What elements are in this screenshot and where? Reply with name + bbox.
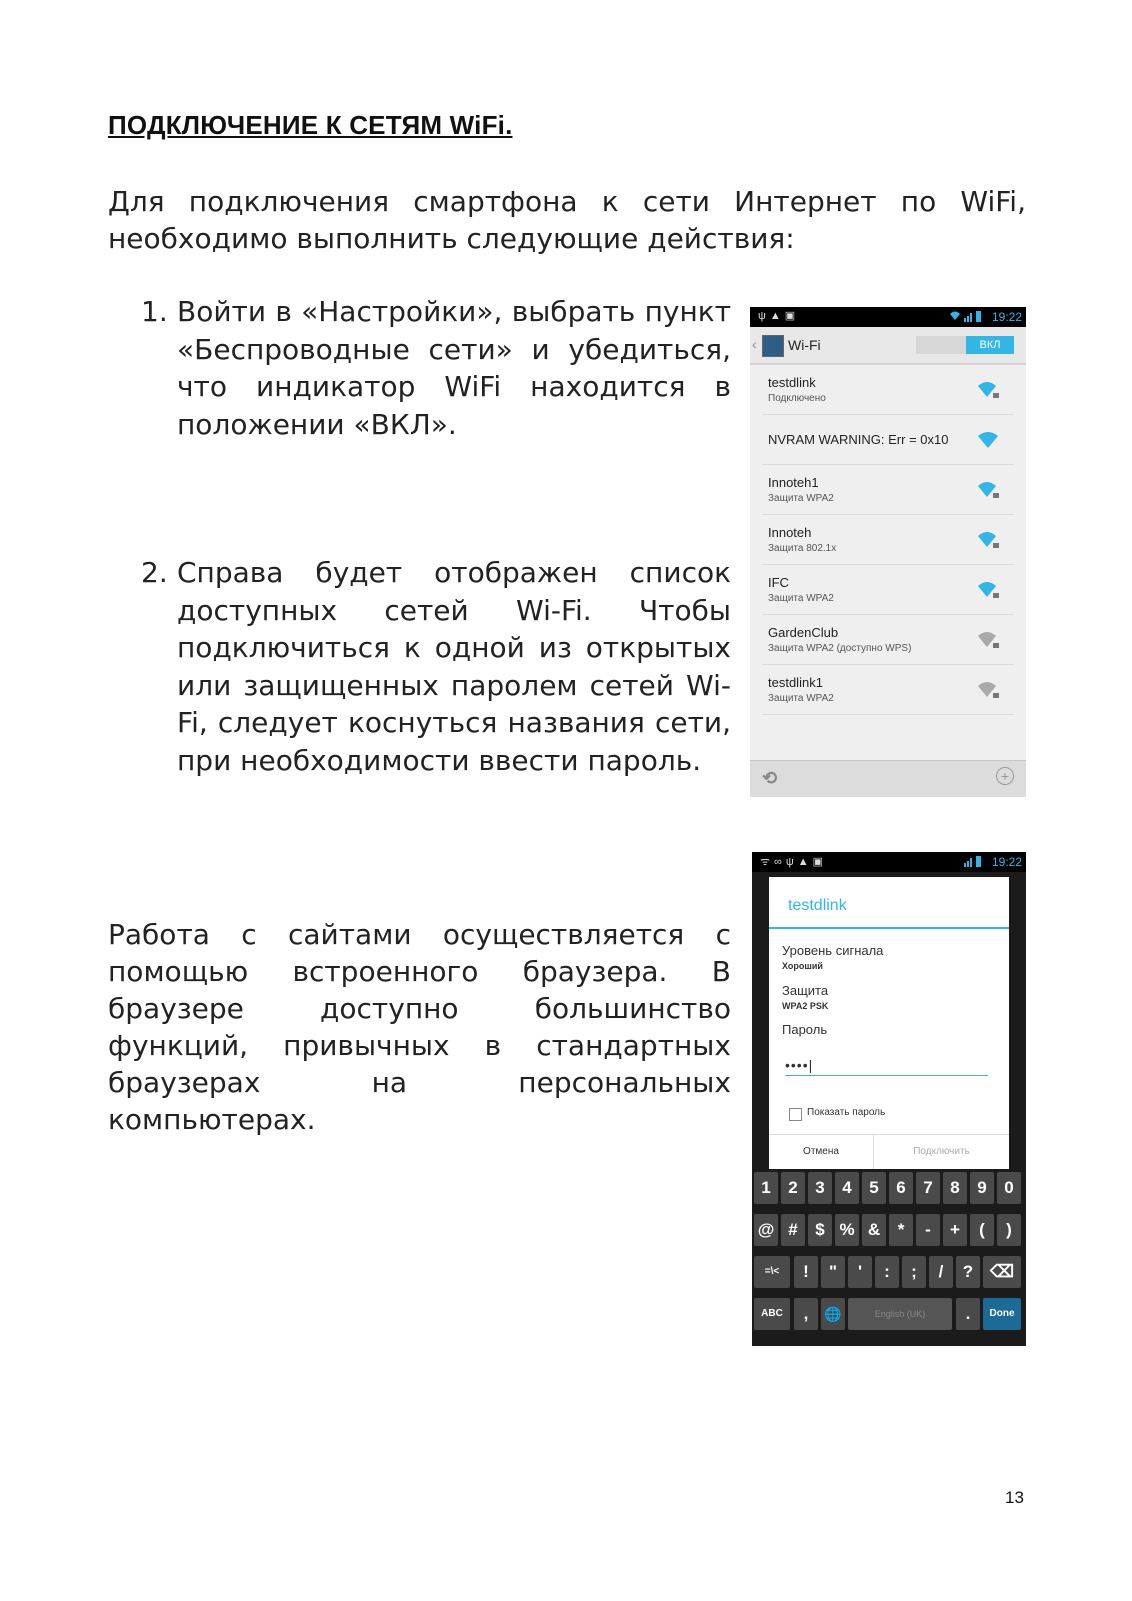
key[interactable]: @: [754, 1214, 778, 1246]
key[interactable]: (: [970, 1214, 994, 1246]
key[interactable]: -: [916, 1214, 940, 1246]
key[interactable]: ): [997, 1214, 1021, 1246]
key[interactable]: !: [794, 1256, 818, 1288]
key[interactable]: &: [862, 1214, 886, 1246]
network-row[interactable]: [762, 515, 1014, 565]
password-label: Пароль: [782, 1022, 828, 1037]
key[interactable]: 1: [754, 1172, 778, 1204]
signal-label: Уровень сигнала: [782, 943, 884, 958]
network-name: IFC: [768, 575, 789, 590]
notification-icons: ψ▲▣: [758, 310, 800, 322]
connect-button[interactable]: Подключить: [913, 1146, 970, 1157]
key[interactable]: 8: [943, 1172, 967, 1204]
show-password-checkbox[interactable]: [789, 1108, 802, 1121]
globe-icon[interactable]: 🌐: [821, 1298, 845, 1330]
clock: 19:22: [991, 855, 1022, 869]
key[interactable]: =\<: [754, 1256, 790, 1288]
bottom-bar: [750, 760, 1026, 797]
network-status: Защита WPA2: [768, 493, 834, 504]
network-status: Защита WPA2: [768, 593, 834, 604]
key[interactable]: .: [956, 1298, 980, 1330]
security-value: WPA2 PSK: [782, 1001, 829, 1011]
wifi-signal-icon: [978, 431, 1000, 449]
page-title: ПОДКЛЮЧЕНИЕ К СЕТЯМ WiFi.: [108, 110, 513, 140]
network-row[interactable]: [762, 465, 1014, 515]
key[interactable]: #: [781, 1214, 805, 1246]
key[interactable]: $: [808, 1214, 832, 1246]
network-name: testdlink1: [768, 675, 823, 690]
wifi-list-screenshot: [750, 307, 1026, 797]
key[interactable]: 7: [916, 1172, 940, 1204]
dialog-title: testdlink: [788, 897, 847, 914]
key[interactable]: 6: [889, 1172, 913, 1204]
key[interactable]: ?: [956, 1256, 980, 1288]
network-name: GardenClub: [768, 625, 839, 640]
network-status: Защита WPA2: [768, 693, 834, 704]
key[interactable]: ;: [902, 1256, 926, 1288]
network-status: Подключено: [768, 393, 826, 404]
wifi-signal-locked-icon: [978, 531, 1000, 549]
cancel-button[interactable]: Отмена: [769, 1135, 874, 1169]
browser-paragraph: Работа с сайтами осуществляется с помощью встроенного браузера. В браузере доступно большинство функций, привычных в стандартных браузерах на персональных компьютерах.: [108, 918, 731, 1136]
page-number: 13: [1005, 1488, 1024, 1507]
keyboard: [752, 1172, 1026, 1346]
key[interactable]: /: [929, 1256, 953, 1288]
network-name: testdlink: [768, 375, 816, 390]
step-2: [141, 554, 731, 779]
intro-paragraph: Для подключения смартфона к сети Интернет по WiFi, необходимо выполнить следующие действия:: [108, 185, 1026, 255]
wifi-toggle-label: ВКЛ: [966, 336, 1014, 354]
key[interactable]: 4: [835, 1172, 859, 1204]
show-password-label: Показать пароль: [807, 1107, 886, 1118]
wifi-signal-weak-locked-icon: [978, 631, 1000, 649]
security-label: Защита: [782, 983, 829, 998]
key[interactable]: ,: [794, 1298, 818, 1330]
back-chevron-icon[interactable]: ‹: [752, 336, 757, 352]
password-input[interactable]: ••••|: [785, 1057, 988, 1076]
key[interactable]: ": [821, 1256, 845, 1288]
wifi-password-screenshot: [752, 852, 1026, 1346]
done-key[interactable]: Done: [983, 1298, 1021, 1330]
wifi-connect-dialog: [769, 877, 1009, 1169]
screen-title: Wi-Fi: [788, 337, 821, 353]
network-name: Innoteh1: [768, 475, 819, 490]
status-bar: [752, 852, 1026, 872]
network-list: [750, 365, 1026, 715]
backspace-icon[interactable]: ⌫: [983, 1256, 1021, 1288]
add-network-icon[interactable]: +: [996, 767, 1014, 785]
network-name: NVRAM WARNING: Err = 0x10: [768, 432, 949, 447]
wifi-signal-locked-icon: [978, 481, 1000, 499]
network-row[interactable]: [762, 415, 1014, 465]
status-bar: [750, 307, 1026, 327]
network-row[interactable]: [762, 615, 1014, 665]
step-text: Войти в «Настройки», выбрать пункт «Беспроводные сети» и убедиться, что индикатор WiFi находится в положении «ВКЛ».: [177, 295, 731, 441]
action-bar: [750, 327, 1026, 365]
step-1: [141, 293, 731, 443]
network-status: Защита 802.1x: [768, 543, 837, 554]
abc-key[interactable]: ABC: [754, 1298, 790, 1330]
signal-value: Хороший: [782, 961, 823, 971]
network-row[interactable]: [762, 365, 1014, 415]
key[interactable]: :: [875, 1256, 899, 1288]
network-row[interactable]: [762, 665, 1014, 715]
signal-battery-icon: [948, 855, 982, 867]
key[interactable]: %: [835, 1214, 859, 1246]
key[interactable]: *: [889, 1214, 913, 1246]
settings-app-icon: [762, 335, 784, 357]
dialog-divider: [769, 927, 1009, 929]
network-name: Innoteh: [768, 525, 812, 540]
step-number: 1.: [141, 295, 168, 328]
key[interactable]: 3: [808, 1172, 832, 1204]
space-key[interactable]: English (UK): [848, 1298, 952, 1330]
key[interactable]: +: [943, 1214, 967, 1246]
key[interactable]: 0: [997, 1172, 1021, 1204]
wps-icon[interactable]: ⟲: [762, 768, 778, 788]
network-status: Защита WPA2 (доступно WPS): [768, 643, 912, 654]
wifi-signal-weak-locked-icon: [978, 681, 1000, 699]
key[interactable]: 2: [781, 1172, 805, 1204]
wifi-signal-locked-icon: [978, 381, 1000, 399]
key[interactable]: ': [848, 1256, 872, 1288]
key[interactable]: 9: [970, 1172, 994, 1204]
wifi-signal-locked-icon: [978, 581, 1000, 599]
signal-battery-icon: [948, 310, 982, 322]
notification-icons: ᯤ∞ψ▲▣: [760, 856, 828, 868]
step-text: Справа будет отображен список доступных сетей Wi-Fi. Чтобы подключиться к одной из открытых или защищенных паролем сетей Wi-Fi, следует коснуться названия сети, при необходимости ввести пароль.: [177, 556, 731, 777]
step-number: 2.: [141, 556, 168, 589]
clock: 19:22: [991, 310, 1022, 324]
key[interactable]: 5: [862, 1172, 886, 1204]
dialog-buttons: [769, 1134, 1009, 1169]
wifi-toggle[interactable]: [916, 336, 1014, 354]
network-row[interactable]: [762, 565, 1014, 615]
